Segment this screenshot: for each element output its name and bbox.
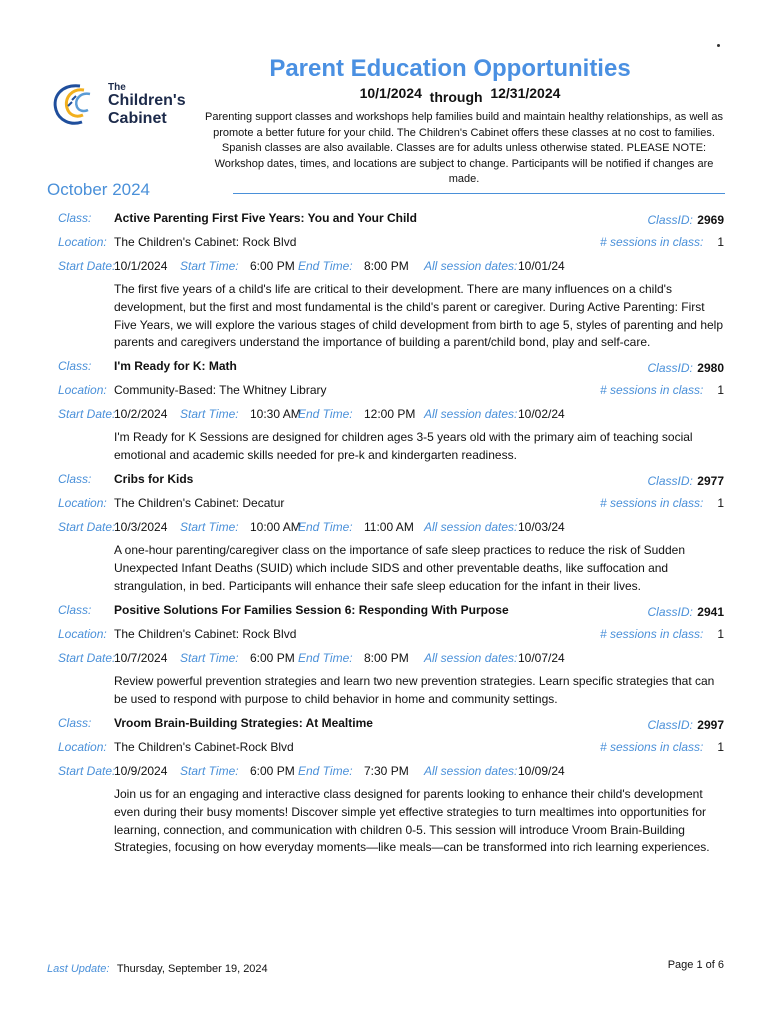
class-label: Class: [58, 603, 92, 617]
start-time-value: 10:00 AM [250, 520, 301, 534]
all-dates-label: All session dates: [424, 651, 518, 665]
class-id-label: ClassID: [647, 605, 693, 619]
class-id-group [648, 472, 725, 490]
sessions-value: 1 [717, 496, 724, 510]
class-label: Class: [58, 716, 92, 730]
class-id-group [648, 359, 725, 377]
end-time-label: End Time: [298, 259, 353, 273]
class-id-group [648, 716, 725, 734]
end-time-value: 7:30 PM [364, 764, 409, 778]
sessions-value: 1 [717, 740, 724, 754]
start-date-value: 10/3/2024 [114, 520, 168, 534]
start-time-value: 6:00 PM [250, 764, 295, 778]
last-update-date: Thursday, September 19, 2024 [116, 963, 268, 975]
sessions-label: # sessions in class: [600, 496, 704, 510]
all-dates-value: 10/01/24 [518, 259, 565, 273]
class-description: I'm Ready for K Sessions are designed for children ages 3-5 years old with the primary aim of teaching social emotional and academic skills needed for pre-k and kindergarten readiness. [114, 430, 693, 462]
location-value: Community-Based: The Whitney Library [114, 383, 327, 397]
location-value: The Children's Cabinet-Rock Blvd [114, 740, 294, 754]
class-label: Class: [58, 472, 92, 486]
date-through: through [429, 89, 483, 105]
start-date-value: 10/2/2024 [114, 407, 168, 421]
all-dates-label: All session dates: [424, 259, 518, 273]
class-description: Review powerful prevention strategies and learn two new prevention strategies. Learn specific strategies that can be used to respond with purpose to child behavior in home and community settings. [114, 674, 715, 706]
class-id-label: ClassID: [647, 361, 693, 375]
start-time-label: Start Time: [180, 259, 239, 273]
class-id-value: 2997 [697, 718, 724, 732]
month-divider [233, 193, 725, 194]
start-date-value: 10/1/2024 [114, 259, 168, 273]
start-date-label: Start Date: [58, 407, 116, 421]
end-time-label: End Time: [298, 651, 353, 665]
end-time-value: 8:00 PM [364, 651, 409, 665]
location-label: Location: [58, 383, 107, 397]
class-id-group [648, 603, 725, 621]
class-id-value: 2969 [697, 213, 724, 227]
start-time-label: Start Time: [180, 764, 239, 778]
class-description: Join us for an engaging and interactive class designed for parents looking to enhance their child's development even during their busy moments! Discover simple yet effective strategies to turn mealtimes into opportunities for learning, connection, and communication with children 0-5. This session will introduce Vroom Brain-Building Strategies, focusing on how everyday moments—like meals—can be transformed into rich learning experiences. [114, 787, 710, 855]
location-label: Location: [58, 740, 107, 754]
date-to: 12/31/2024 [490, 85, 561, 101]
all-dates-value: 10/09/24 [518, 764, 565, 778]
class-id-group [648, 211, 725, 229]
class-name: Cribs for Kids [114, 472, 194, 486]
location-value: The Children's Cabinet: Decatur [114, 496, 285, 510]
class-id-label: ClassID: [647, 474, 693, 488]
sessions-label: # sessions in class: [600, 627, 704, 641]
page-number: Page 1 of 6 [667, 959, 724, 971]
start-date-value: 10/9/2024 [114, 764, 168, 778]
class-description: The first five years of a child's life are critical to their development. There are many influences on a child's development, but the first and most fundamental is the child's parent or caregiver. During Active Parenting: First Five Years, we will explore the various stages of child development from birth to age 5, styles of parenting and help parents and caregivers understand the importance of building a parent/child bond, play and self-care. [114, 282, 724, 350]
start-time-label: Start Time: [180, 407, 239, 421]
logo-text-childrens: Children's [108, 92, 186, 109]
location-label: Location: [58, 496, 107, 510]
all-dates-value: 10/02/24 [518, 407, 565, 421]
logo-text-the: The [108, 82, 126, 93]
start-date-label: Start Date: [58, 520, 116, 534]
footer [47, 959, 727, 975]
start-time-value: 6:00 PM [250, 259, 295, 273]
start-time-label: Start Time: [180, 651, 239, 665]
sessions-value: 1 [717, 627, 724, 641]
location-label: Location: [58, 627, 107, 641]
sessions-value: 1 [717, 235, 724, 249]
intro-text: Parenting support classes and workshops help families build and maintain healthy relationships, as well as promote a better future for your child. The Children's Cabinet offers these classes at no cost to families. Spanish classes are also available. Classes are for adults unless otherwise stated. PLEASE NOTE: Workshop dates, times, and locations are subject to change. Participants will be notified if changes are made. [205, 111, 723, 185]
all-dates-label: All session dates: [424, 764, 518, 778]
all-dates-value: 10/03/24 [518, 520, 565, 534]
class-id-value: 2980 [697, 361, 724, 375]
start-date-label: Start Date: [58, 259, 116, 273]
end-time-value: 8:00 PM [364, 259, 409, 273]
sessions-label: # sessions in class: [600, 235, 704, 249]
class-description: A one-hour parenting/caregiver class on the importance of safe sleep practices to reduce the risk of Sudden Unexpected Infant Deaths (SUID) which include SIDS and other preventable deaths, like suffocation and strangulation, in bed. Participants will enhance their safe sleep education for the infant in their lives. [114, 543, 685, 593]
month-heading: October 2024 [47, 180, 151, 199]
date-range [300, 85, 620, 105]
sessions-label: # sessions in class: [600, 740, 704, 754]
location-label: Location: [58, 235, 107, 249]
page-title: Parent Education Opportunities [269, 55, 631, 82]
sessions-label: # sessions in class: [600, 383, 704, 397]
class-id-label: ClassID: [647, 718, 693, 732]
start-date-label: Start Date: [58, 651, 116, 665]
start-time-label: Start Time: [180, 520, 239, 534]
logo [50, 80, 200, 130]
start-time-value: 10:30 AM [250, 407, 301, 421]
logo-text-cabinet: Cabinet [108, 110, 167, 127]
end-time-label: End Time: [298, 407, 353, 421]
end-time-value: 12:00 PM [364, 407, 416, 421]
start-date-label: Start Date: [58, 764, 116, 778]
all-dates-value: 10/07/24 [518, 651, 565, 665]
class-name: Vroom Brain-Building Strategies: At Mealtime [114, 716, 373, 730]
decorative-dot [717, 44, 720, 47]
class-id-value: 2977 [697, 474, 724, 488]
class-id-value: 2941 [697, 605, 724, 619]
class-label: Class: [58, 359, 92, 373]
location-value: The Children's Cabinet: Rock Blvd [114, 627, 297, 641]
sessions-value: 1 [717, 383, 724, 397]
last-update-label: Last Update: [47, 963, 110, 975]
class-name: Active Parenting First Five Years: You and Your Child [114, 211, 417, 225]
class-label: Class: [58, 211, 92, 225]
all-dates-label: All session dates: [424, 407, 518, 421]
date-from: 10/1/2024 [359, 85, 422, 101]
class-name: I'm Ready for K: Math [114, 359, 237, 373]
start-date-value: 10/7/2024 [114, 651, 168, 665]
logo-swirl-icon [50, 80, 106, 128]
class-id-label: ClassID: [647, 213, 693, 227]
end-time-label: End Time: [298, 764, 353, 778]
start-time-value: 6:00 PM [250, 651, 295, 665]
location-value: The Children's Cabinet: Rock Blvd [114, 235, 297, 249]
class-name: Positive Solutions For Families Session 6: Responding With Purpose [114, 603, 509, 617]
end-time-label: End Time: [298, 520, 353, 534]
all-dates-label: All session dates: [424, 520, 518, 534]
end-time-value: 11:00 AM [364, 520, 414, 534]
